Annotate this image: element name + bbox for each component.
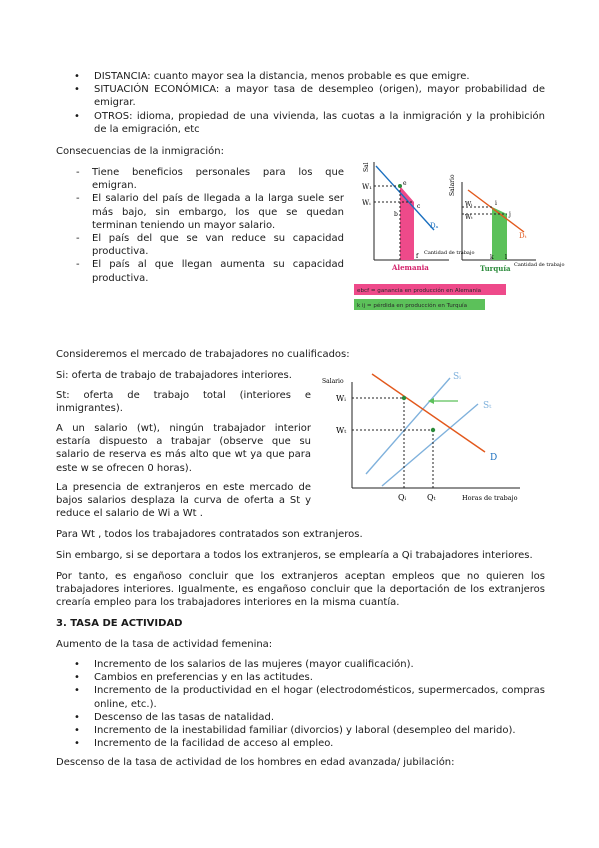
mercado-intro: Consideremos el mercado de trabajadores no cualificados: xyxy=(56,349,350,360)
right-w-low: Wₜ xyxy=(465,214,473,221)
consecuencias-list xyxy=(74,166,344,285)
right-ylabel: Salario xyxy=(449,174,456,196)
right-w-high: Wᵢ xyxy=(465,201,473,208)
presencia-paragraph: La presencia de extranjeros en este mercado de bajos salarios desplaza la curva de oferta a St y reduce el salario de Wi a Wt . xyxy=(56,482,311,520)
list-item: • Incremento de los salarios de las mujeres (mayor cualificación). xyxy=(58,658,545,671)
left-w-low: Wᵢ xyxy=(362,199,371,207)
section-title: 3. TASA DE ACTIVIDAD xyxy=(56,618,183,629)
alemania-panel xyxy=(362,162,474,272)
ylabel: Salario xyxy=(322,378,344,385)
top-bullet-list xyxy=(58,70,545,136)
st-label: Sₜ xyxy=(483,401,492,411)
left-w-high: W₁ xyxy=(362,183,373,191)
xlabel: Horas de trabajo xyxy=(462,494,518,502)
point-k: k xyxy=(490,254,494,261)
aumento-list xyxy=(58,658,545,750)
supply-si-line xyxy=(366,378,450,474)
por-tanto: Por tanto, es engañoso concluir que los extranjeros aceptan empleos que no quieren los trabajadores interiores. Igualmente, es engañoso concluir que la deportación de los extranjeros crearía empleo para los trabajadores interiores en la misma cuantía. xyxy=(56,571,545,609)
point-e: e xyxy=(403,180,407,187)
list-item: - El salario del país de llegada a la larga suele ser más bajo, sin embargo, los que se quedan terminan teniendo un mayor salario. xyxy=(74,192,344,232)
migration-figure xyxy=(354,158,565,318)
w-t-label: Wₜ xyxy=(336,426,347,435)
equilibrium-t xyxy=(431,428,435,432)
para-wt: Para Wt , todos los trabajadores contratados son extranjeros. xyxy=(56,529,363,540)
point-j: j xyxy=(509,211,511,218)
w-i-label: Wᵢ xyxy=(336,394,346,403)
right-xlabel: Cantidad de trabajo xyxy=(514,262,565,268)
list-item: • Incremento de la facilidad de acceso al empleo. xyxy=(58,737,545,750)
list-item: - El país del que se van reduce su capacidad productiva. xyxy=(74,232,344,258)
descenso-heading: Descenso de la tasa de actividad de los hombres en edad avanzada/ jubilación: xyxy=(56,757,455,768)
green-area xyxy=(492,207,507,260)
si-definition: Si: oferta de trabajo de trabajadores interiores. xyxy=(56,370,292,381)
list-item: • Incremento de la inestabilidad familiar (divorcios) y laboral (desempleo del marido). xyxy=(58,724,545,737)
left-xlabel: Cantidad de trabajo xyxy=(424,250,475,256)
list-item: - Tiene beneficios personales para los que emigran. xyxy=(74,166,344,192)
list-item: • SITUACIÓN ECONÓMICA: a mayor tasa de desempleo (origen), mayor probabilidad de emigrar. xyxy=(58,83,545,109)
list-item: • DISTANCIA: cuanto mayor sea la distancia, menos probable es que emigre. xyxy=(58,70,545,83)
supply-demand-figure xyxy=(322,370,547,504)
sin-embargo: Sin embargo, si se deportara a todos los extranjeros, se emplearía a Qi trabajadores interiores. xyxy=(56,550,533,561)
right-demand-label: Dₜ xyxy=(519,232,527,240)
right-country: Turquía xyxy=(480,264,511,273)
point-c: c xyxy=(417,203,421,210)
left-ylabel: Sal xyxy=(363,162,370,172)
list-item: • OTROS: idioma, propiedad de una vivienda, las cuotas a la inmigración y la prohibición de la emigración, etc xyxy=(58,110,545,136)
list-item: • Descenso de las tasas de natalidad. xyxy=(58,711,545,724)
equilibrium-i xyxy=(402,396,406,400)
salario-paragraph: A un salario (wt), ningún trabajador interior estaría dispuesto a trabajar (observe que su salario de reserva es más alto que wt ya que para este w se ofrecen 0 horas). xyxy=(56,423,311,474)
left-demand-label: Dₐ xyxy=(430,222,439,230)
q-t-label: Qₜ xyxy=(427,493,436,502)
list-item: - El país al que llegan aumenta su capacidad productiva. xyxy=(74,258,344,284)
list-item: • Cambios en preferencias y en las actitudes. xyxy=(58,671,545,684)
list-item: • Incremento de la productividad en el hogar (electrodomésticos, supermercados, compras online, etc.). xyxy=(58,684,545,710)
supply-st-line xyxy=(382,404,478,486)
st-definition: St: oferta de trabajo total (interiores e inmigrantes). xyxy=(56,390,311,415)
pink-area xyxy=(400,186,414,260)
point-f: f xyxy=(416,253,419,260)
point-b: b xyxy=(394,211,398,218)
left-country: Alemania xyxy=(392,263,429,272)
aumento-heading: Aumento de la tasa de actividad femenina: xyxy=(56,639,273,650)
point-l: l xyxy=(505,254,507,261)
si-label: Sᵢ xyxy=(453,372,461,382)
q-i-label: Qᵢ xyxy=(398,493,407,502)
legend-pink: ebcf = ganancia en producción en Alemania xyxy=(357,288,482,294)
d-label: D xyxy=(490,453,498,463)
turquia-panel xyxy=(449,174,564,273)
legend-green: k ij = pérdida en producción en Turquía xyxy=(357,303,468,309)
consecuencias-heading: Consecuencias de la inmigración: xyxy=(56,146,225,157)
point-i: i xyxy=(495,200,497,207)
